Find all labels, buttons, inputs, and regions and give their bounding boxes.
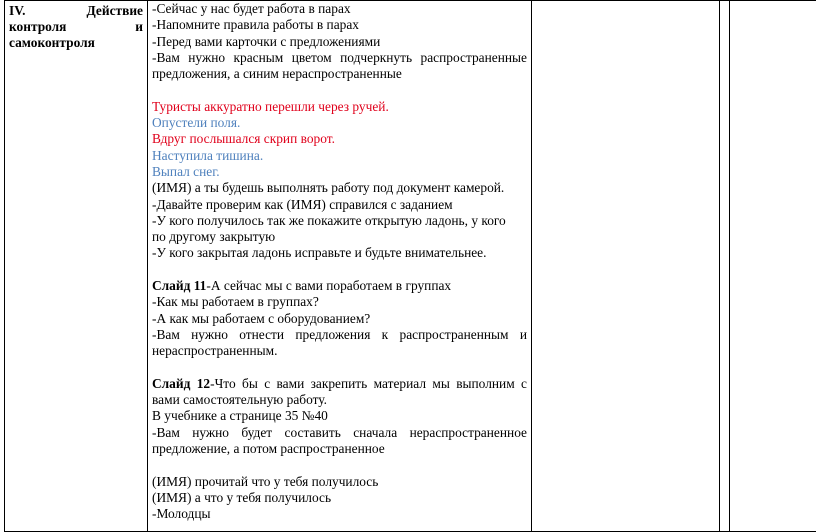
sentence-card: Вдруг послышался скрип ворот. xyxy=(152,131,527,147)
slide-11-line xyxy=(152,278,527,294)
closing-line: (ИМЯ) а что у тебя получилось xyxy=(152,490,527,506)
intro-line: -Перед вами карточки с предложениями xyxy=(152,34,527,50)
table-row xyxy=(5,1,816,532)
check-line: (ИМЯ) а ты будешь выполнять работу под документ камерой. xyxy=(152,180,527,196)
stage-conj: и xyxy=(135,19,143,35)
stage-label xyxy=(5,1,147,51)
stage-cell xyxy=(5,1,148,532)
sentence-card: Опустели поля. xyxy=(152,115,527,131)
sentence-card: Наступила тишина. xyxy=(152,148,527,164)
slide-12-label: Слайд 12 xyxy=(152,376,210,391)
compose-line: -Вам нужно будет составить сначала нераспространенное xyxy=(152,425,527,441)
palm-line: -У кого закрытая ладонь исправьте и будьте внимательнее. xyxy=(152,245,527,261)
palm-line: -У кого получилось так же покажите открытую ладонь, у кого xyxy=(152,213,527,229)
compose-line: предложение, а потом распространенное xyxy=(152,441,527,457)
textbook-line: В учебнике а странице 35 №40 xyxy=(152,408,527,424)
sort-line: нераспространенным. xyxy=(152,343,527,359)
stage-word-1: Действие xyxy=(87,3,143,19)
task-line: -Вам нужно красным цветом подчеркнуть распространенные xyxy=(152,50,527,66)
intro-line: -Сейчас у нас будет работа в парах xyxy=(152,1,527,17)
slide-12-line-2: вами самостоятельную работу. xyxy=(152,392,527,408)
stage-roman: IV. xyxy=(9,3,26,19)
lesson-table xyxy=(4,0,816,532)
student-activity-cell xyxy=(532,1,720,532)
check-line: -Давайте проверим как (ИМЯ) справился с заданием xyxy=(152,197,527,213)
stage-word-3: самоконтроля xyxy=(9,35,95,50)
closing-line: (ИМЯ) прочитай что у тебя получилось xyxy=(152,474,527,490)
closing-line: -Молодцы xyxy=(152,506,527,522)
sort-line: -Вам нужно отнести предложения к распространенным и xyxy=(152,327,527,343)
groups-line: -А как мы работаем с оборудованием? xyxy=(152,311,527,327)
slide-11-text: -А сейчас мы с вами поработаем в группах xyxy=(206,278,451,293)
narrow-cell xyxy=(720,1,730,532)
palm-line: по другому закрытую xyxy=(152,229,527,245)
intro-line: -Напомните правила работы в парах xyxy=(152,17,527,33)
sentence-card: Туристы аккуратно перешли через ручей. xyxy=(152,99,527,115)
task-line: предложения, а синим нераспространенные xyxy=(152,66,527,82)
slide-12-line xyxy=(152,376,527,392)
slide-12-text: -Что бы с вами закрепить материал мы выполним с xyxy=(210,376,527,391)
results-cell xyxy=(730,1,816,532)
slide-11-label: Слайд 11 xyxy=(152,278,206,293)
groups-line: -Как мы работаем в группах? xyxy=(152,294,527,310)
teacher-activity-cell xyxy=(148,1,532,532)
sentence-card: Выпал снег. xyxy=(152,164,527,180)
stage-word-2: контроля xyxy=(9,19,66,35)
teacher-activity-text xyxy=(148,1,531,531)
